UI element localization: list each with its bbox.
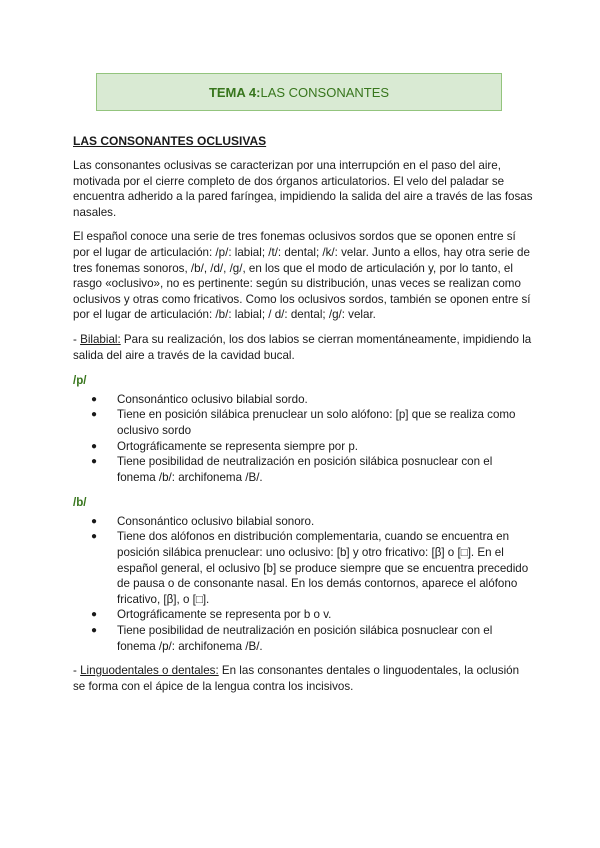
bilabial-label: Bilabial: — [80, 332, 121, 346]
linguodentales-paragraph — [73, 663, 533, 694]
list-item-text: Tiene en posición silábica prenuclear un solo alófono: [p] que se realiza como oclusivo sordo — [117, 408, 516, 437]
bilabial-text: Para su realización, los dos labios se cierran momentáneamente, impidiendo la salida del aire a través de la cavidad bucal. — [73, 332, 532, 362]
topic-number: TEMA 4: — [208, 84, 261, 100]
list-item-text: Consonántico oclusivo bilabial sordo. — [117, 392, 308, 406]
phonemes-paragraph: El español conoce una serie de tres fonemas oclusivos sordos que se oponen entre sí por el lugar de articulación: /p/: labial; /t/: dental; /k/: velar. Junto a ellos, hay otra serie de tres fonemas sonoros, /b/, /d/, /g/, en los que el modo de articulación y, por lo tanto, el rasgo «oclusivo», no es pertinente: según su distribución, unas veces se realizan como oclusivos y otras como fricativos. Como los oclusivos sordos, también se oponen entre sí por el lugar de articulación: /b/: labial; / d/: dental; /g/: velar. — [73, 230, 531, 322]
dash: - — [73, 332, 81, 346]
phoneme-b-list — [73, 514, 533, 654]
list-item — [91, 439, 533, 455]
phoneme-p-label: /p/ — [73, 374, 87, 388]
bullet-icon: ● — [91, 531, 98, 543]
section-heading: LAS CONSONANTES OCLUSIVAS — [73, 134, 267, 148]
linguodentales-text: En las consonantes dentales o linguodentales, la oclusión se forma con el ápice de la lengua contra los incisivos. — [73, 664, 520, 693]
list-item — [91, 454, 533, 485]
topic-title-box — [96, 73, 502, 111]
list-item — [91, 514, 533, 530]
bullet-icon: ● — [91, 515, 98, 527]
list-item-text: Ortográficamente se representa por b o v. — [117, 608, 332, 622]
bullet-icon: ● — [91, 609, 98, 621]
bullet-icon: ● — [91, 440, 98, 452]
list-item-text: Ortográficamente se representa siempre por p. — [117, 439, 359, 453]
bilabial-paragraph — [73, 332, 533, 363]
list-item — [91, 623, 533, 654]
linguodentales-label: Linguodentales o dentales: — [80, 664, 219, 678]
topic-name: LAS CONSONANTES — [260, 84, 390, 100]
intro-paragraph: Las consonantes oclusivas se caracterizan por una interrupción en el paso del aire, motivada por el cierre completo de dos órganos articulatorios. El velo del paladar se encuentra adherido a la pared faríngea, impidiendo la salida del aire a través de las fosas nasales. — [73, 159, 533, 219]
list-item — [91, 392, 533, 408]
phoneme-b-label: /b/ — [73, 496, 87, 510]
list-item-text: Tiene posibilidad de neutralización en posición silábica posnuclear con el fonema /p/: archifonema /B/. — [117, 624, 493, 653]
bullet-icon: ● — [91, 456, 98, 468]
bullet-icon: ● — [91, 409, 98, 421]
list-item-text: Tiene dos alófonos en distribución complementaria, cuando se encuentra en posición silábica prenuclear: uno oclusivo: [b] y otro fricativo: [β] o [□]. En el español general, el oclusivo [b] se produce siempre que se encuentra precedido de pausa o de consonante nasal. En los demás contornos, aparece el alófono fricativo, [β], o [□]. — [117, 530, 529, 606]
document-body — [73, 133, 533, 703]
bullet-icon: ● — [91, 625, 98, 637]
list-item-text: Consonántico oclusivo bilabial sonoro. — [117, 514, 315, 528]
list-item — [91, 529, 533, 607]
list-item — [91, 407, 533, 438]
phoneme-p-list — [73, 392, 533, 486]
list-item-text: Tiene posibilidad de neutralización en posición silábica posnuclear con el fonema /b/: archifonema /B/. — [117, 455, 493, 484]
list-item — [91, 607, 533, 623]
bullet-icon: ● — [91, 393, 98, 405]
dash: - — [73, 664, 81, 678]
